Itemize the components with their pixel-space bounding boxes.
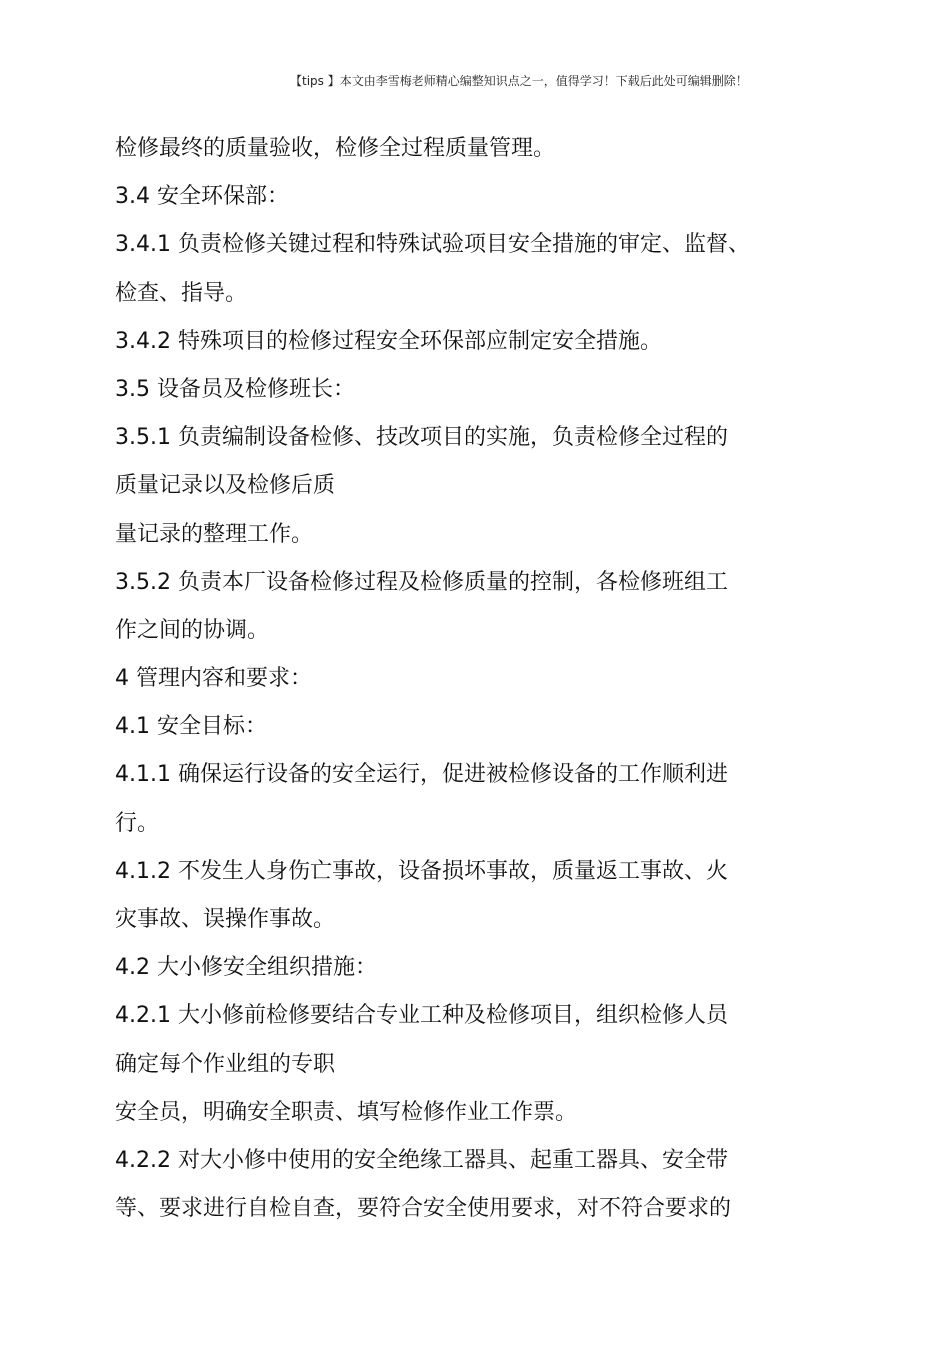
- text-line: 检修最终的质量验收，检修全过程质量管理。: [115, 136, 556, 161]
- section-heading-4: 4 管理内容和要求：: [115, 666, 312, 692]
- text-line: 作之间的协调。: [115, 617, 270, 643]
- text-line: 量记录的整理工作。: [115, 521, 314, 547]
- text-line: 安全员，明确安全职责、填写检修作业工作票。: [115, 1099, 578, 1125]
- text-line: 3.4.2 特殊项目的检修过程安全环保部应制定安全措施。: [115, 328, 662, 354]
- text-line: 灾事故、误操作事故。: [115, 907, 336, 932]
- text-line: 3.4.1 负责检修关键过程和特殊试验项目安全措施的审定、监督、: [115, 232, 750, 258]
- section-heading-3-4: 3.4 安全环保部：: [115, 184, 289, 210]
- header-tip-note: 【tips 】本文由李雪梅老师精心编整知识点之一，值得学习！下载后此处可编辑删除！: [290, 74, 748, 88]
- text-line: 4.2.1 大小修前检修要结合专业工种及检修项目，组织检修人员: [115, 1003, 728, 1029]
- text-line: 3.5.1 负责编制设备检修、技改项目的实施，负责检修全过程的: [115, 425, 728, 451]
- text-line: 检查、指导。: [115, 280, 248, 306]
- document-body: [115, 125, 795, 1233]
- text-line: 确定每个作业组的专职: [115, 1051, 336, 1077]
- text-line: 4.2.2 对大小修中使用的安全绝缘工器具、起重工器具、安全带: [115, 1147, 728, 1173]
- text-line: 行。: [115, 810, 160, 836]
- section-heading-4-1: 4.1 安全目标：: [115, 714, 267, 740]
- section-heading-4-2: 4.2 大小修安全组织措施：: [115, 955, 377, 981]
- text-line: 质量记录以及检修后质: [115, 473, 336, 499]
- text-line: 4.1.1 确保运行设备的安全运行，促进被检修设备的工作顺利进: [115, 762, 728, 788]
- section-heading-3-5: 3.5 设备员及检修班长：: [115, 376, 355, 402]
- text-line: 3.5.2 负责本厂设备检修过程及检修质量的控制，各检修班组工: [115, 569, 728, 595]
- text-line: 4.1.2 不发生人身伤亡事故，设备损坏事故，质量返工事故、火: [115, 858, 728, 884]
- text-line: 等、要求进行自检自查，要符合安全使用要求，对不符合要求的: [115, 1196, 732, 1222]
